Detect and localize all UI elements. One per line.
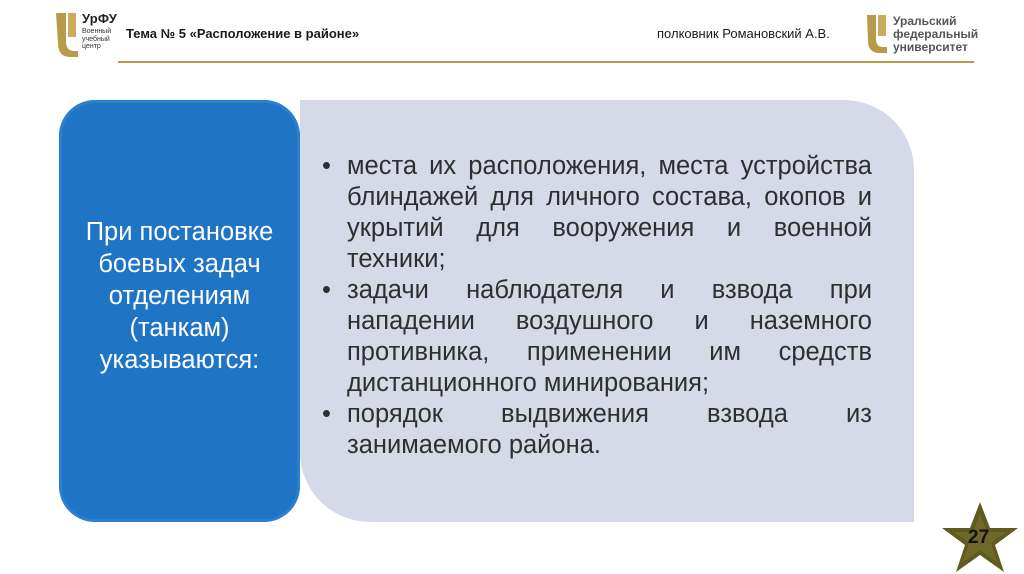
author-name: полковник Романовский А.В. xyxy=(657,26,830,41)
page-number: 27 xyxy=(968,527,990,548)
bullet-item xyxy=(320,399,872,461)
bullet-item xyxy=(320,151,872,275)
urfu-logo-icon xyxy=(865,14,889,54)
bullet-text: задачи наблюдателя и взвода при нападении воздушного и наземного противника, применении им средств дистанционного минирования; xyxy=(347,276,872,397)
urfu-logo-icon xyxy=(54,11,80,59)
intro-panel xyxy=(59,100,300,522)
intro-text: При постановке боевых задач отделениям (танкам) указываются: xyxy=(85,218,274,374)
bullet-item xyxy=(320,275,872,399)
bullet-list xyxy=(320,151,872,461)
bullet-marker: • xyxy=(322,152,331,180)
military-center-logo xyxy=(54,11,124,61)
logo-brand-text: УрФУ xyxy=(82,11,118,26)
bullet-marker: • xyxy=(322,276,331,304)
bullet-text: порядок выдвижения взвода из занимаемого района. xyxy=(347,400,872,459)
header-divider xyxy=(118,61,974,63)
bullet-text: места их расположения, места устройства блиндажей для личного состава, окопов и укрытий для вооружения и военной техники; xyxy=(347,152,872,273)
logo-subtitle-text: Военный учебный центр xyxy=(82,28,112,50)
university-name: Уральский федеральный университет xyxy=(893,14,979,54)
university-logo xyxy=(865,14,985,56)
topic-title: Тема № 5 «Расположение в районе» xyxy=(126,26,360,41)
bullet-marker: • xyxy=(322,400,331,428)
